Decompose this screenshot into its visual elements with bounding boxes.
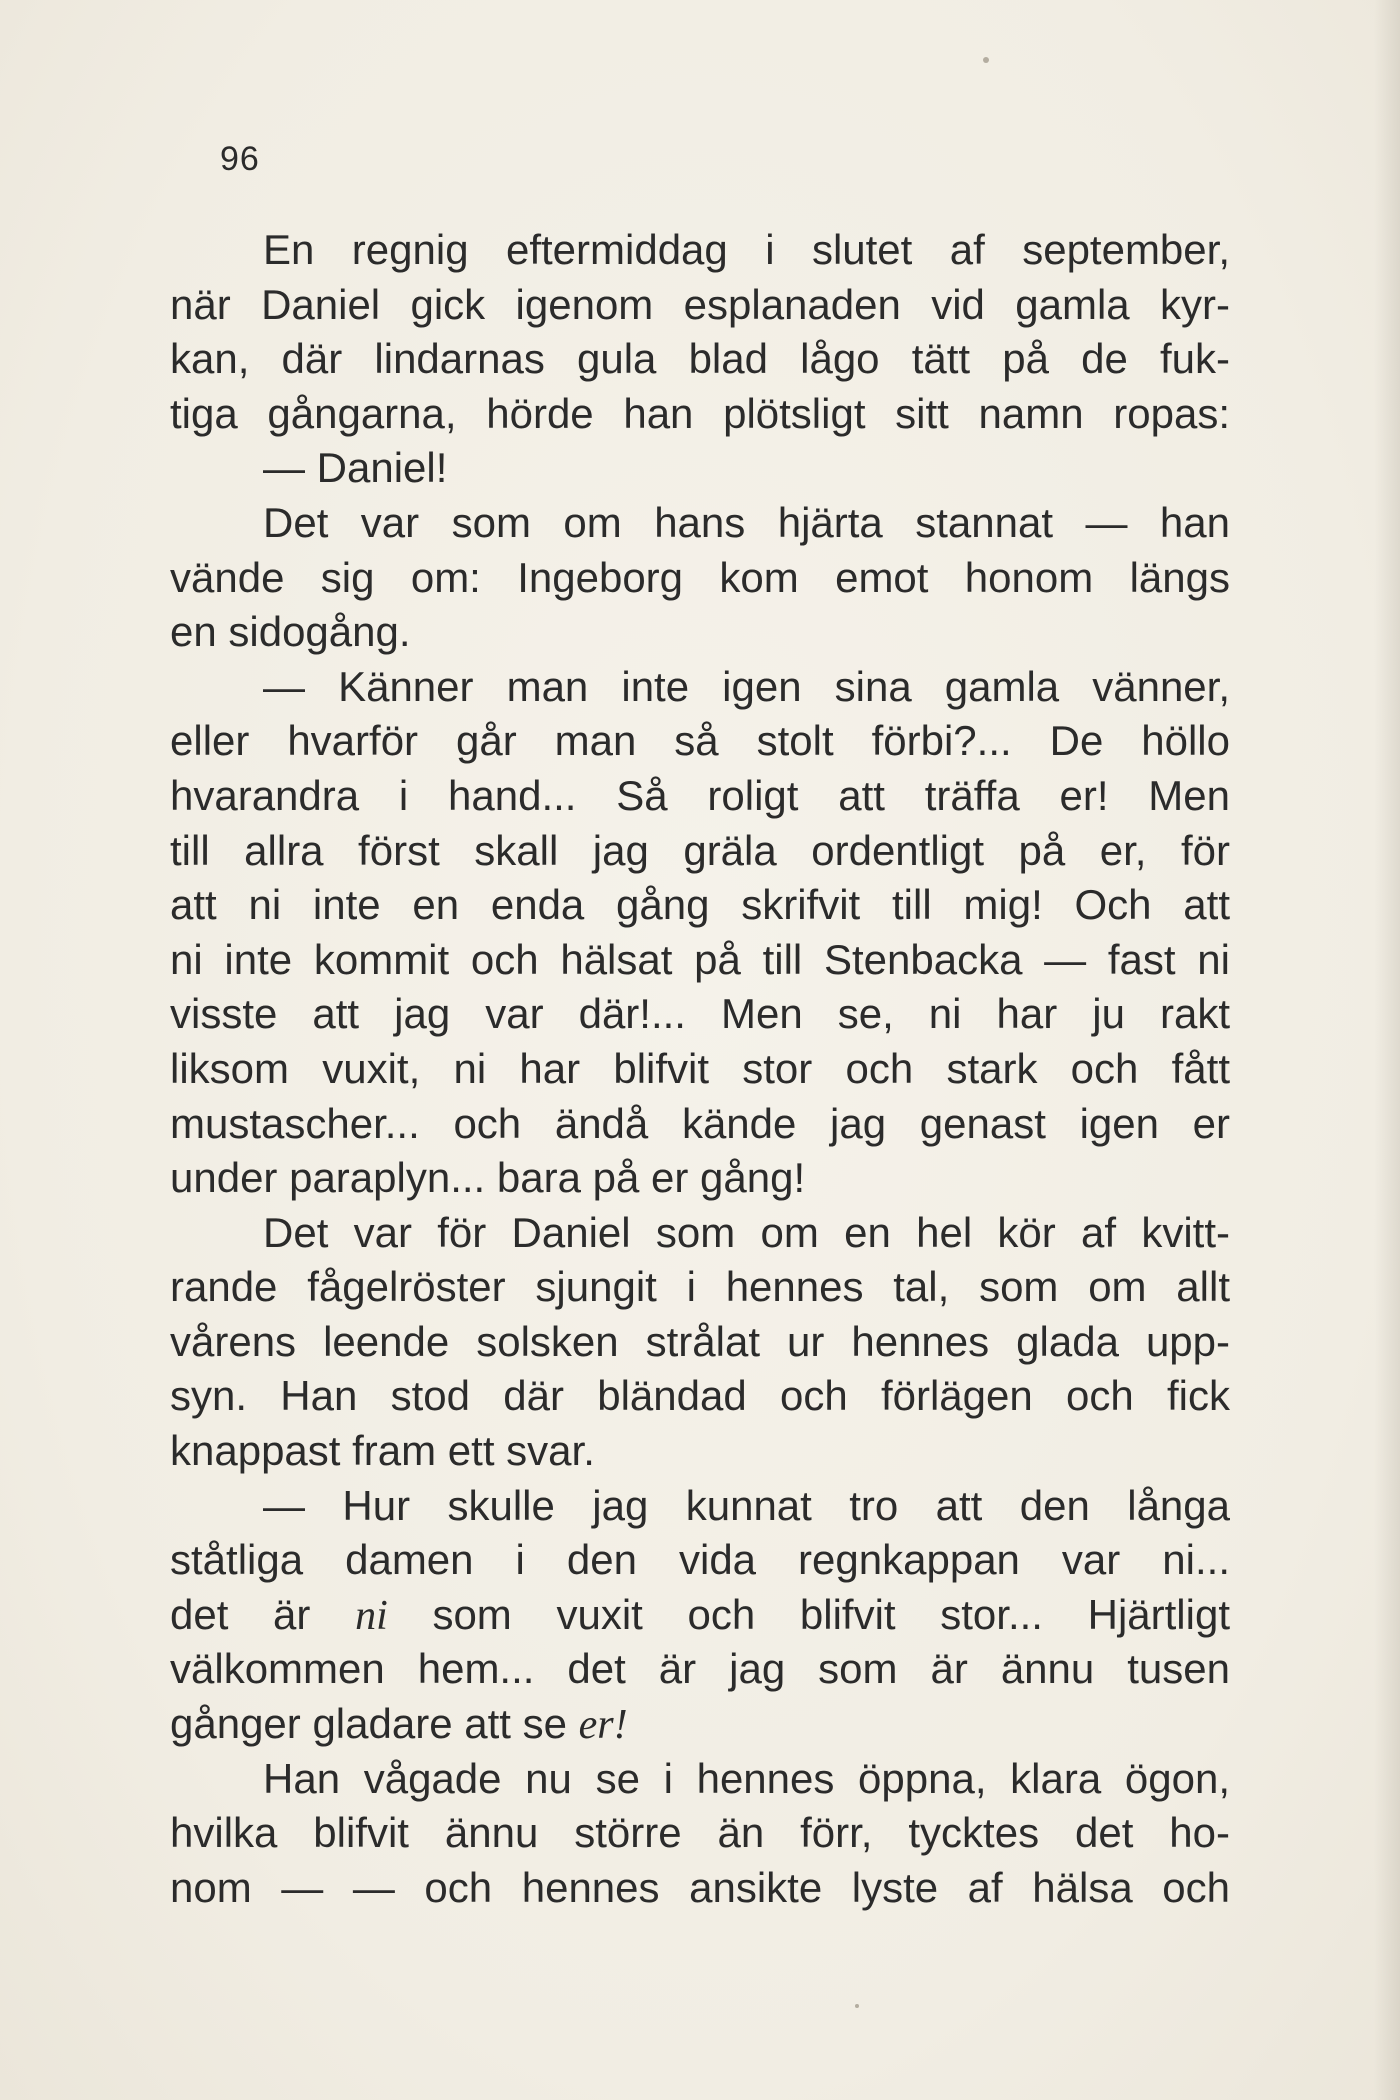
text-line: Han vågade nu se i hennes öppna, klara ögon, [263,1754,1230,1802]
text-line: knappast fram ett svar. [170,1427,595,1475]
text-line: att ni inte en enda gång skrifvit till mig! Och att [170,881,1230,929]
text-line: tiga gångarna, hörde han plötsligt sitt namn ropas: [170,389,1230,437]
text-line: — Känner man inte igen sina gamla vänner, [263,662,1230,710]
page-number: 96 [220,140,260,178]
text-segment: det är [170,1590,356,1638]
text-line: liksom vuxit, ni har blifvit stor och stark och fått [170,1044,1230,1092]
text-line: till allra först skall jag gräla ordentligt på er, för [170,826,1230,874]
text-line [170,1588,1230,1643]
body-text [170,223,1230,1915]
text-line: under paraplyn... bara på er gång! [170,1154,806,1202]
text-line: mustascher... och ändå kände jag genast igen er [170,1099,1230,1147]
text-segment: gånger gladare att se [170,1700,579,1748]
text-line: en sidogång. [170,608,411,656]
text-line: Det var som om hans hjärta stannat — han [263,498,1230,546]
text-line: ni inte kommit och hälsat på till Stenbacka — fast ni [170,935,1230,983]
text-line [170,1697,1230,1752]
emphasized-word: er! [578,1702,628,1749]
text-line: kan, där lindarnas gula blad lågo tätt på de fuk- [170,335,1230,383]
text-line: när Daniel gick igenom esplanaden vid gamla kyr- [170,280,1230,328]
text-line: — Hur skulle jag kunnat tro att den långa [263,1481,1230,1529]
page-edge-shadow [1374,0,1400,2100]
text-line: eller hvarför går man så stolt förbi?... De höllo [170,717,1230,765]
text-segment: som vuxit och blifvit stor... Hjärtligt [387,1590,1230,1638]
text-line: vände sig om: Ingeborg kom emot honom längs [170,553,1230,601]
text-line: hvilka blifvit ännu större än förr, tycktes det ho- [170,1809,1230,1857]
text-line: nom — — och hennes ansikte lyste af hälsa och [170,1863,1230,1911]
text-line: — Daniel! [263,444,448,492]
text-line: rande fågelröster sjungit i hennes tal, som om allt [170,1263,1230,1311]
text-line: En regnig eftermiddag i slutet af september, [263,226,1230,273]
paper-speck [983,57,989,63]
text-line: vårens leende solsken strålat ur hennes glada upp- [170,1317,1230,1365]
text-line: syn. Han stod där bländad och förlägen och fick [170,1372,1230,1420]
text-line: välkommen hem... det är jag som är ännu tusen [170,1645,1230,1693]
paper-speck [855,2004,859,2008]
text-line: visste att jag var där!... Men se, ni har ju rakt [170,990,1230,1038]
text-line: hvarandra i hand... Så roligt att träffa er! Men [170,771,1230,819]
text-line: Det var för Daniel som om en hel kör af kvitt- [263,1208,1230,1256]
text-line: ståtliga damen i den vida regnkappan var ni... [170,1536,1230,1584]
emphasized-word: ni [355,1592,388,1639]
